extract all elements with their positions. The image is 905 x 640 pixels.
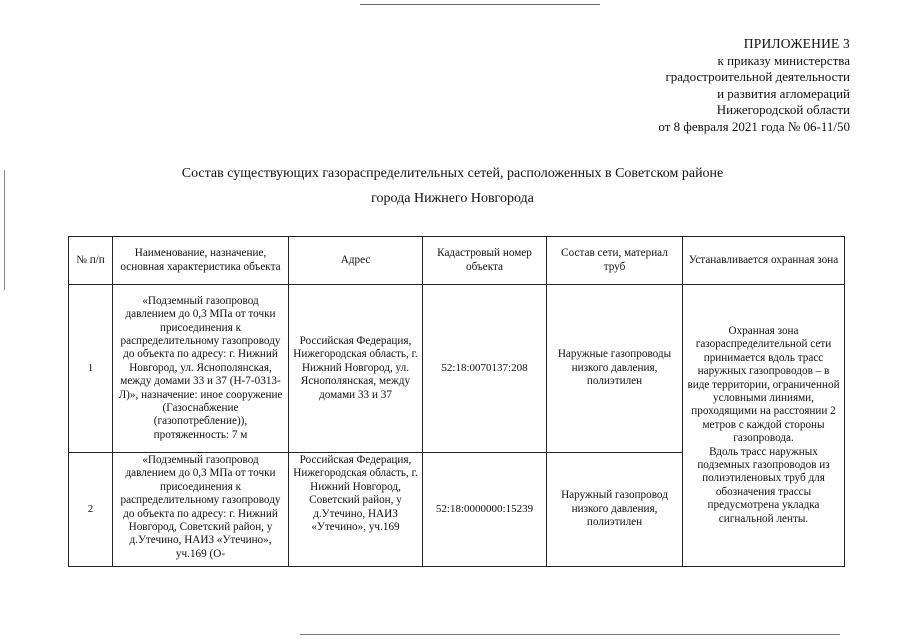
- row-num: 1: [69, 285, 113, 453]
- scan-artifact-top: [360, 4, 600, 5]
- document-title-line2: города Нижнего Новгорода: [371, 191, 534, 206]
- appendix-line: к приказу министерства: [717, 52, 850, 68]
- appendix-line: от 8 февраля 2021 года № 06-11/50: [658, 118, 850, 134]
- zone-text-2: Вдоль трасс наружных подземных газопроводов из полиэтиленовых труб для обозначения трассы предусмотрена укладка сигнальной ленты.: [697, 445, 830, 525]
- header-cadastral: Кадастровый номер объекта: [423, 237, 547, 285]
- appendix-line: градостроительной деятельности: [665, 69, 850, 85]
- row-cadastral: 52:18:0070137:208: [423, 285, 547, 453]
- row-name: «Подземный газопровод давлением до 0,3 МПа от точки присоединения к распределительному газопроводу до объекта по адресу: г. Нижний Новгород, ул. Яснополянская, между домами 33 и 37 (Н-7-0313-Л)», назначение: иное сооружение (Газоснабжение (газопотребление)), протяженность: 7 м: [113, 285, 289, 453]
- table-header-row: [69, 237, 845, 285]
- gas-network-table: [68, 236, 845, 567]
- appendix-block: [658, 36, 850, 136]
- header-composition: Состав сети, материал труб: [547, 237, 683, 285]
- row-address: Российская Федерация, Нижегородская область, г. Нижний Новгород, Советский район, у д.Утечино, НАИЗ «Утечино», уч.169: [289, 453, 423, 567]
- row-num: 2: [69, 453, 113, 567]
- document-title-line1: Состав существующих газораспределительных сетей, расположенных в Советском районе: [181, 166, 724, 181]
- table-row: [69, 285, 845, 453]
- row-name: «Подземный газопровод давлением до 0,3 МПа от точки присоединения к распределительному газопроводу до объекта по адресу: г. Нижний Новгород, Советский район, у д.Утечино, НАИЗ «Утечино», уч.169 (О-: [113, 453, 289, 567]
- appendix-line: и развития агломераций: [717, 85, 850, 101]
- zone-cell: [683, 285, 845, 567]
- row-composition: Наружные газопроводы низкого давления, полиэтилен: [547, 285, 683, 453]
- scan-artifact-left: [4, 170, 5, 290]
- header-address: Адрес: [289, 237, 423, 285]
- row-cadastral: 52:18:0000000:15239: [423, 453, 547, 567]
- row-address: Российская Федерация, Нижегородская область, г. Нижний Новгород, ул. Яснополянская, между домами 33 и 37: [289, 285, 423, 453]
- zone-text: Охранная зона газораспределительной сети принимается вдоль трасс наружных газопроводов – в виде территории, ограниченной условными линиями, проходящими на расстоянии 2 метров с каждой стороны газопровода.: [687, 324, 840, 445]
- scan-artifact-bottom: [300, 634, 840, 635]
- appendix-line: Нижегородской области: [716, 102, 850, 118]
- appendix-title: ПРИЛОЖЕНИЕ 3: [743, 36, 850, 51]
- header-zone: Устанавливается охранная зона: [683, 237, 845, 285]
- header-name: Наименование, назначение, основная характеристика объекта: [113, 237, 289, 285]
- row-composition: Наружный газопровод низкого давления, полиэтилен: [547, 453, 683, 567]
- header-num: № п/п: [69, 237, 113, 285]
